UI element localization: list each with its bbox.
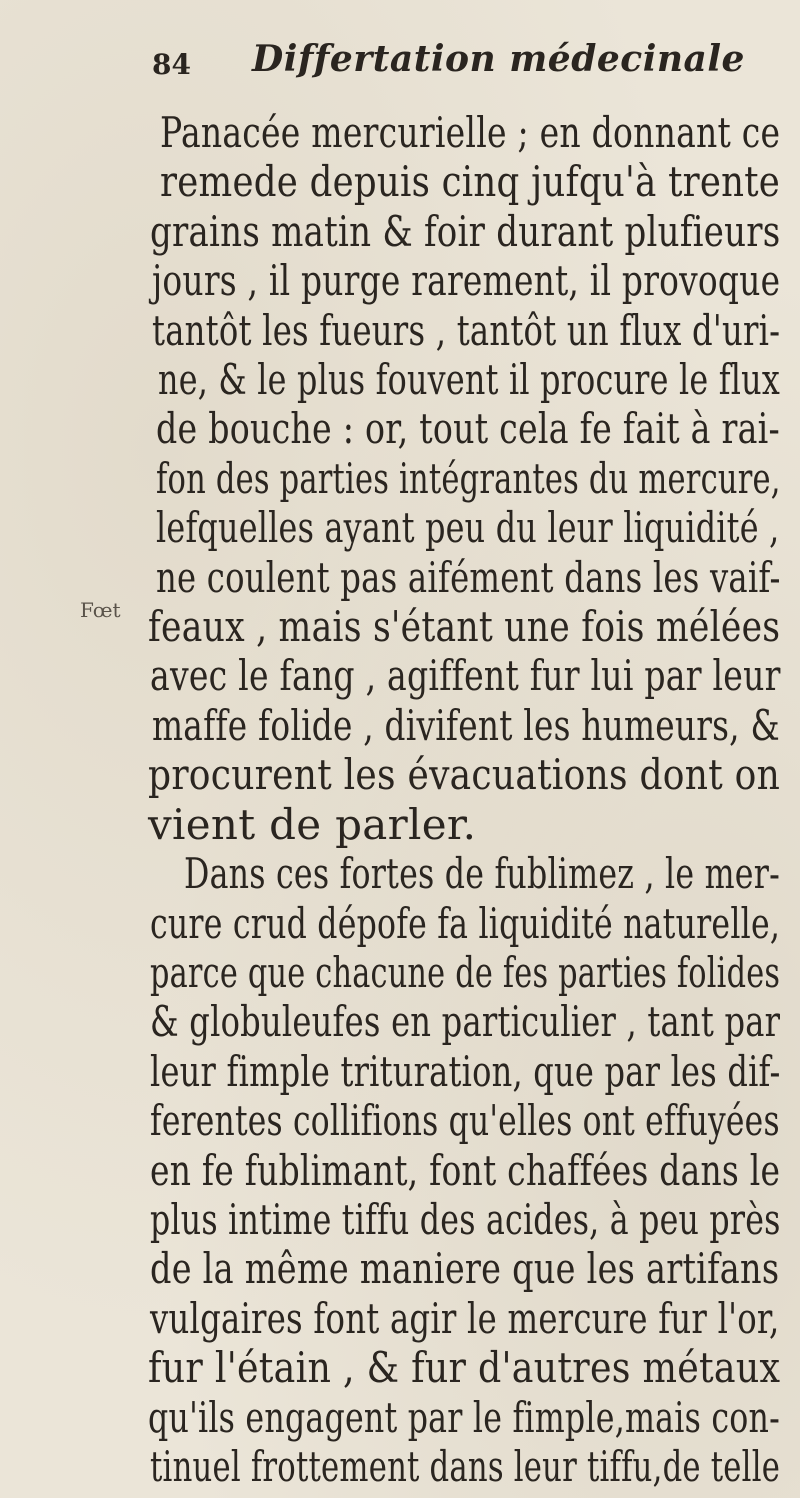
text-line: de bouche : or, tout cela fe fait à rai- — [156, 404, 780, 453]
text-line: lefquelles ayant peu du leur liquidité , — [156, 503, 780, 552]
text-line: remede depuis cinq jufqu'à trente — [160, 157, 781, 206]
text-line: vulgaires font agir le mercure fur l'or, — [150, 1294, 780, 1343]
text-line: procurent les évacuations dont on — [148, 750, 781, 799]
text-line: avec le fang , agiffent fur lui par leur — [150, 651, 781, 700]
text-line: fur l'étain , & fur d'autres métaux — [148, 1343, 781, 1392]
text-line: ne coulent pas aifément dans les vaif- — [156, 553, 781, 602]
text-line: leur fimple trituration, que par les dif- — [150, 1047, 781, 1096]
text-line: cure crud dépofe fa liquidité naturelle, — [150, 899, 781, 948]
text-line: qu'ils engagent par le fimple,mais con- — [148, 1393, 781, 1442]
text-line: ne, & le plus fouvent il procure le flux — [158, 355, 781, 404]
text-line: Dans ces fortes de fublimez , le mer- — [184, 849, 780, 898]
text-line: parce que chacune de fes parties folides — [150, 948, 781, 997]
margin-annotation: Fœt — [80, 598, 121, 622]
text-line: vient de parler. — [148, 800, 477, 849]
text-line: tinuel frottement dans leur tiffu,de telle — [150, 1442, 781, 1491]
text-line: grains matin & foir durant plufieurs — [150, 207, 781, 256]
text-line: fon des parties intégrantes du mercure, — [156, 454, 781, 503]
text-line: tantôt les fueurs , tantôt un flux d'uri- — [152, 306, 781, 355]
text-line: & globuleufes en particulier , tant par — [150, 997, 781, 1046]
running-title: Differtation médecinale — [252, 38, 745, 80]
page-header — [152, 38, 752, 98]
text-line: ferentes collifions qu'elles ont effuyées — [150, 1096, 780, 1145]
page-number: 84 — [152, 48, 191, 81]
text-line: jours , il purge rarement, il provoque — [152, 256, 781, 305]
text-line: maffe folide , divifent les humeurs, & — [152, 701, 780, 750]
text-line: plus intime tiffu des acides, à peu près — [150, 1195, 781, 1244]
text-line: de la même maniere que les artifans — [150, 1244, 780, 1293]
text-line: feaux , mais s'étant une fois mélées — [148, 602, 781, 651]
text-line: Panacée mercurielle ; en donnant ce — [160, 108, 781, 157]
text-line: en fe fublimant, font chaffées dans le — [150, 1146, 781, 1195]
